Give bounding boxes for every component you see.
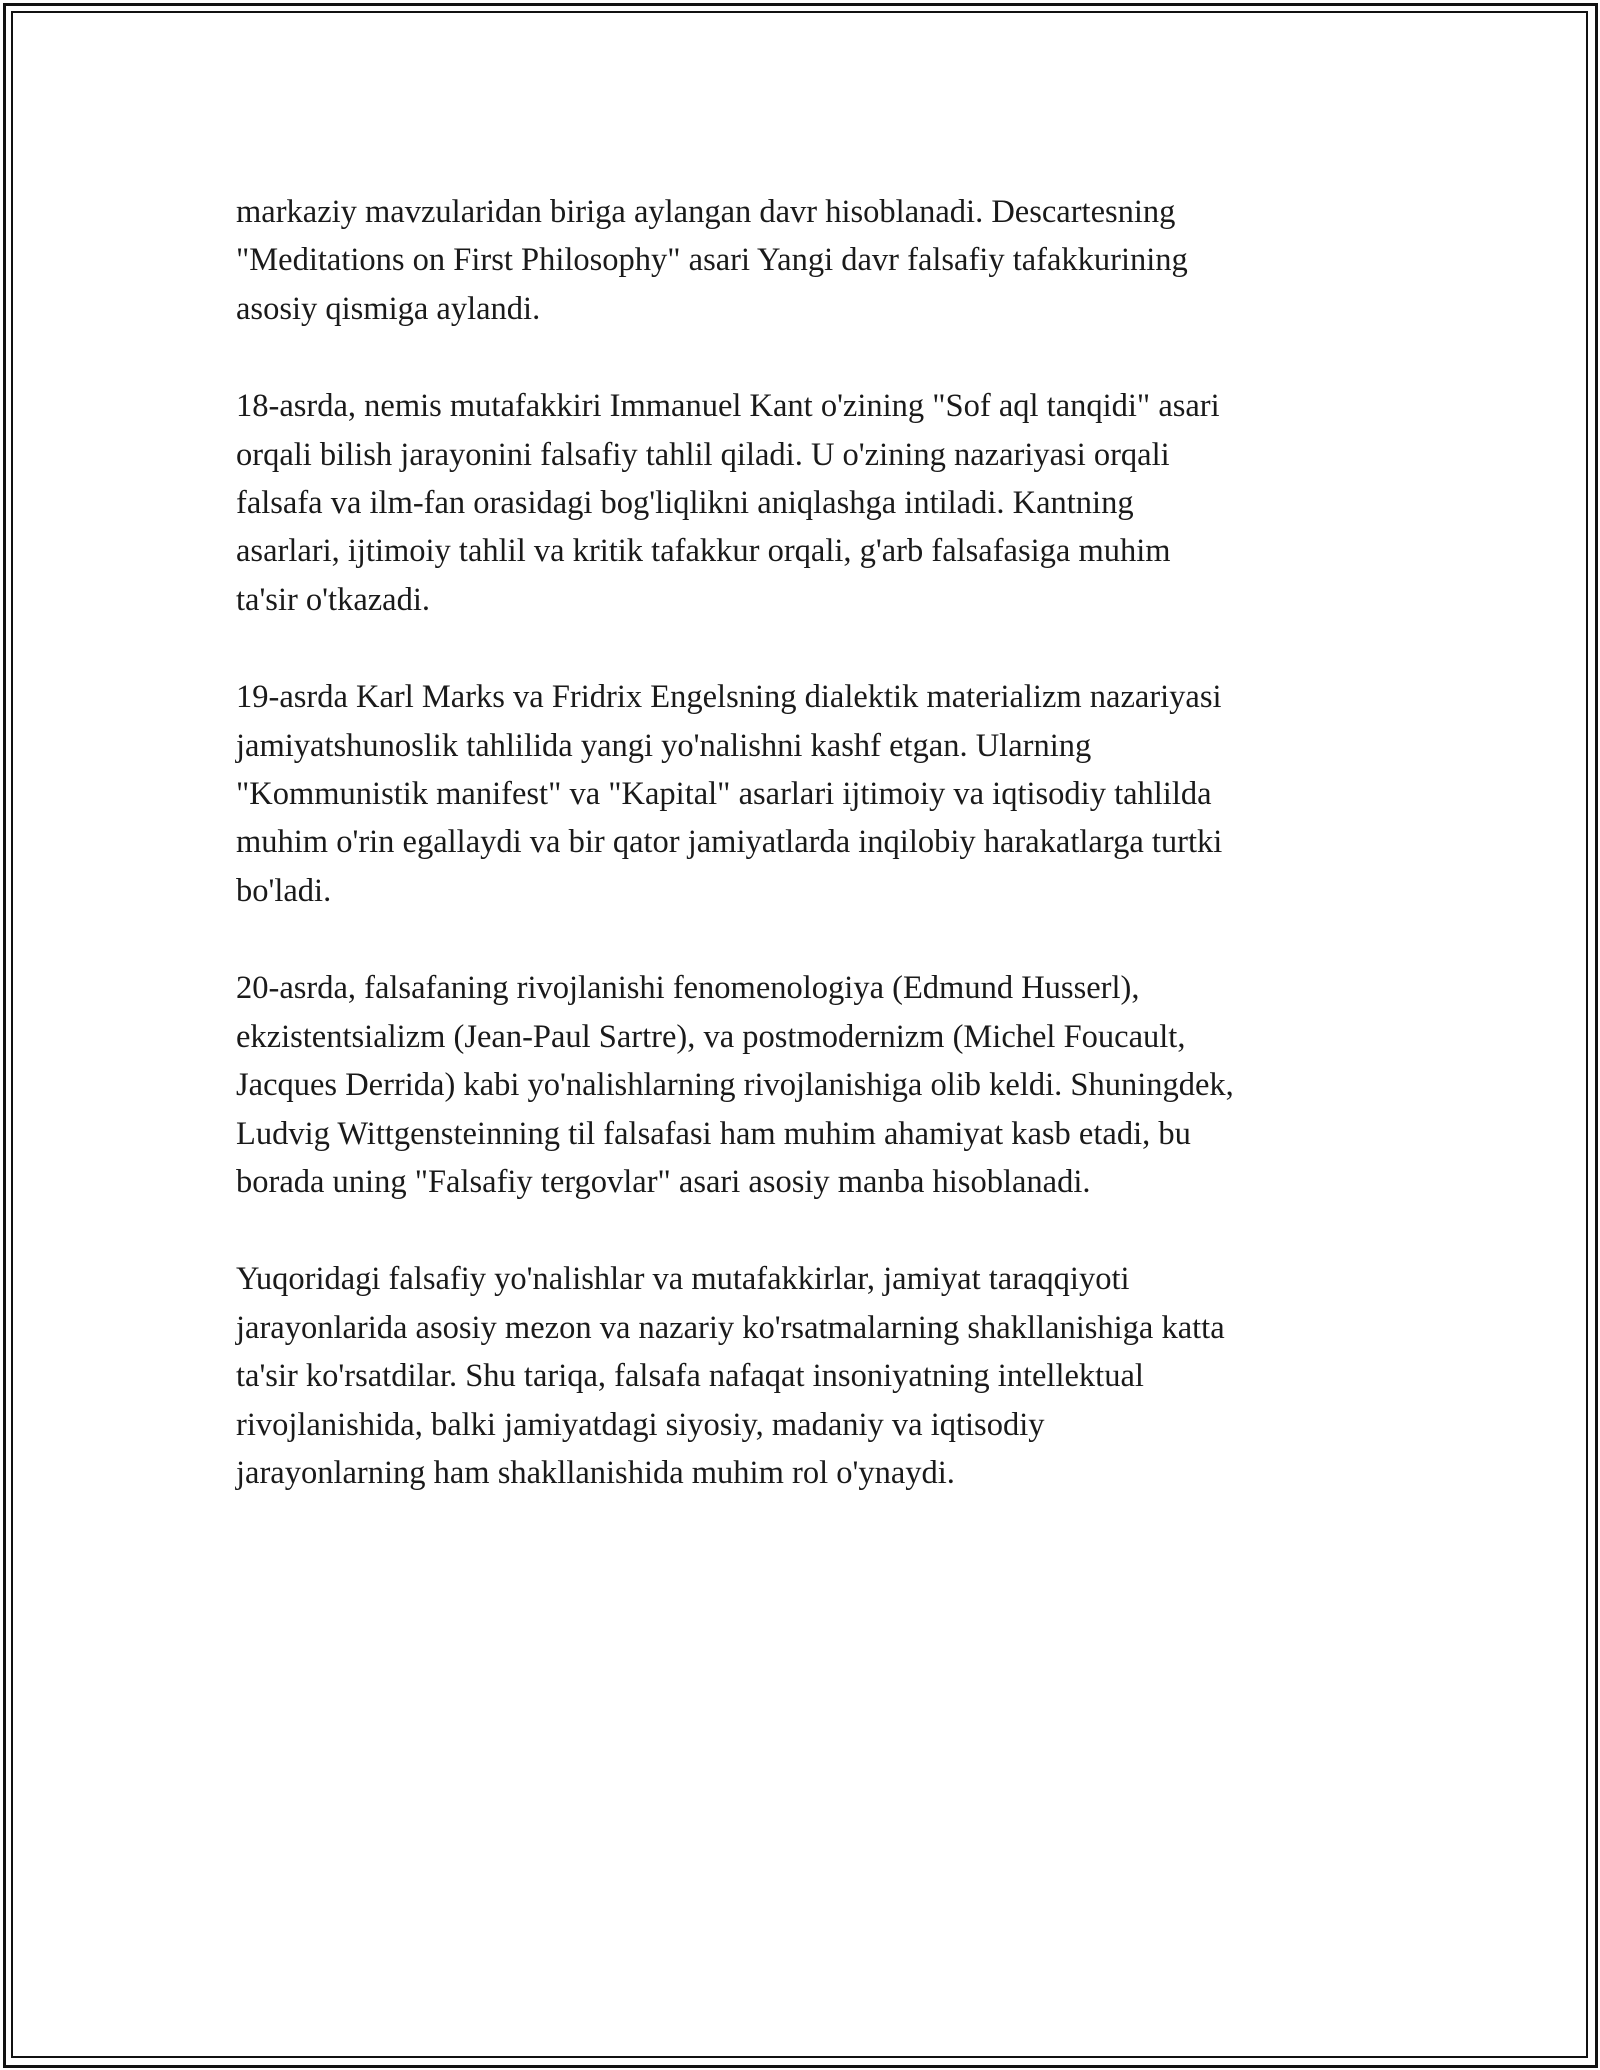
document-body [236, 188, 1366, 1546]
paragraph-marx-engels: 19-asrda Karl Marks va Fridrix Engelsning dialektik materializm nazariyasi jamiyatshunoslik tahlilida yangi yo'nalishni kashf etgan. Ularning "Kommunistik manifest" va "Kapital" asarlari ijtimoiy va iqtisodiy tahlilda muhim o'rin egallaydi va bir qator jamiyatlarda inqilobiy harakatlarga turtki bo'ladi. [236, 679, 1223, 909]
paragraph-kant: 18-asrda, nemis mutafakkiri Immanuel Kant o'zining "Sof aql tanqidi" asari orqali bilish jarayonini falsafiy tahlil qiladi. U o'zining nazariyasi orqali falsafa va ilm-fan orasidagi bog'liqlikni aniqlashga intiladi. Kantning asarlari, ijtimoiy tahlil va kritik tafakkur orqali, g'arb falsafasiga muhim ta'sir o'tkazadi. [236, 388, 1220, 618]
paragraph-20th-century: 20-asrda, falsafaning rivojlanishi fenomenologiya (Edmund Husserl), ekzistentsializm (Jean-Paul Sartre), va postmodernizm (Michel Foucault, Jacques Derrida) kabi yo'nalishlarning rivojlanishiga olib keldi. Shuningdek, Ludvig Wittgensteinning til falsafasi ham muhim ahamiyat kasb etadi, bu borada uning "Falsafiy tergovlar" asari asosiy manba hisoblanadi. [236, 970, 1234, 1200]
paragraph-descartes: markaziy mavzularidan biriga aylangan davr hisoblanadi. Descartesning "Meditations on First Philosophy" asari Yangi davr falsafiy tafakkurining asosiy qismiga aylandi. [236, 194, 1188, 327]
paragraph-conclusion: Yuqoridagi falsafiy yo'nalishlar va mutafakkirlar, jamiyat taraqqiyoti jarayonlarida asosiy mezon va nazariy ko'rsatmalarning shakllanishiga katta ta'sir ko'rsatdilar. Shu tariqa, falsafa nafaqat insoniyatning intellektual rivojlanishida, balki jamiyatdagi siyosiy, madaniy va iqtisodiy jarayonlarning ham shakllanishida muhim rol o'ynaydi. [236, 1261, 1225, 1491]
